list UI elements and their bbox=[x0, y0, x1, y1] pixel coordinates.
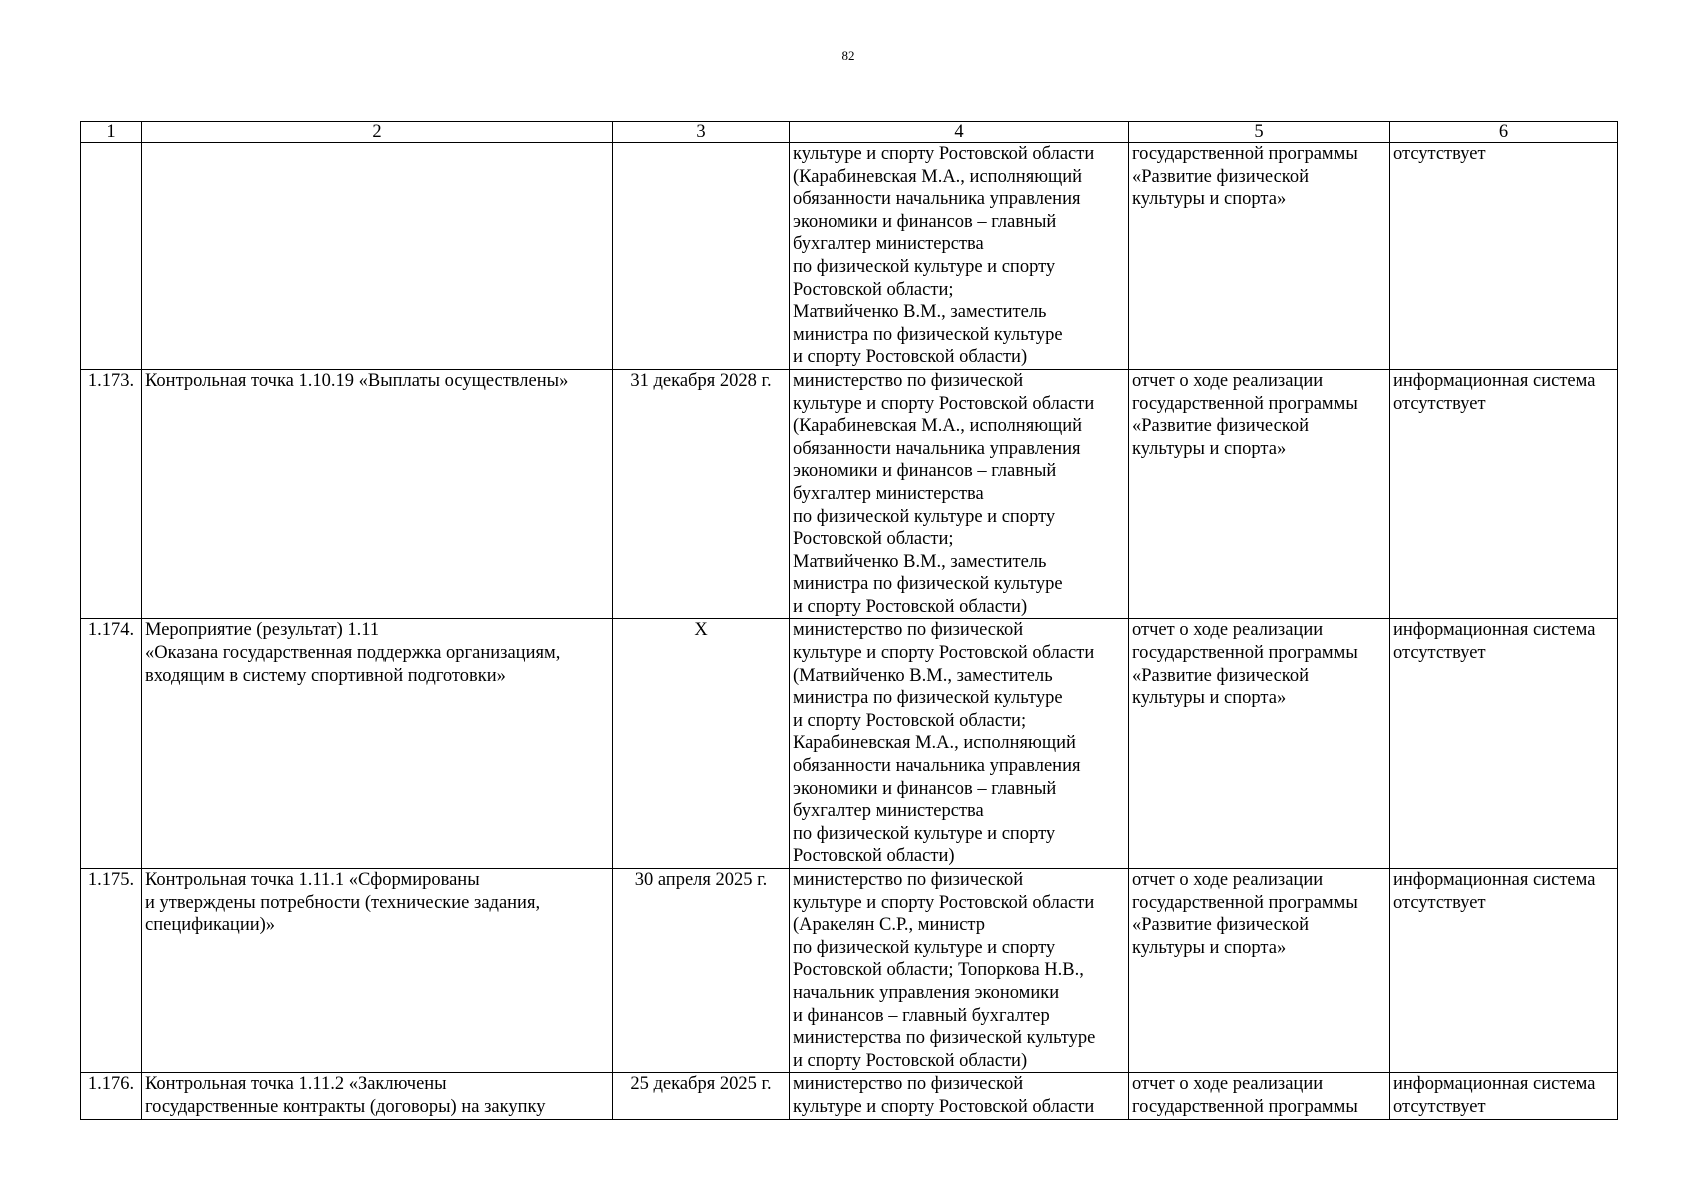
deadline-cell: 31 декабря 2028 г. bbox=[613, 369, 790, 619]
document-line: государственной программы bbox=[1132, 393, 1358, 414]
header-row bbox=[81, 122, 1618, 143]
responsible-line: министерство по физической bbox=[793, 870, 1024, 890]
responsible-line: по физической культуре и спорту bbox=[793, 937, 1056, 958]
event-name-line: государственные контракты (договоры) на закупку bbox=[145, 1096, 546, 1117]
document-line: культуры и спорта» bbox=[1132, 937, 1287, 958]
responsible-line: экономики и финансов – главный bbox=[793, 211, 1057, 232]
document-line: «Развитие физической bbox=[1132, 416, 1309, 437]
event-name-cell bbox=[142, 1073, 613, 1119]
document-cell bbox=[1129, 1073, 1390, 1119]
column-header: 6 bbox=[1390, 122, 1618, 143]
responsible-line: Матвийченко В.М., заместитель bbox=[793, 302, 1047, 323]
event-name-cell bbox=[142, 143, 613, 370]
info-system-line: информационная система bbox=[1393, 620, 1596, 641]
responsible-line: и спорту Ростовской области; bbox=[793, 710, 1027, 731]
document-line: отчет о ходе реализации bbox=[1132, 1074, 1324, 1095]
info-system-cell bbox=[1390, 619, 1618, 869]
row-number-cell: 1.173. bbox=[81, 369, 142, 619]
table-row bbox=[81, 1073, 1618, 1119]
responsible-line: (Карабиневская М.А., исполняющий bbox=[793, 166, 1083, 187]
responsible-line: бухгалтер министерства bbox=[793, 483, 984, 504]
responsible-line: культуре и спорту Ростовской области bbox=[793, 393, 1095, 414]
document-cell bbox=[1129, 619, 1390, 869]
event-name-cell bbox=[142, 369, 613, 619]
document-line: государственной программы bbox=[1132, 892, 1358, 913]
row-number-cell: 1.175. bbox=[81, 869, 142, 1073]
responsible-line: министерство по физической bbox=[793, 620, 1024, 641]
document-line: государственной программы bbox=[1132, 643, 1358, 664]
responsible-line: бухгалтер министерства bbox=[793, 234, 984, 255]
responsible-line: министра по физической культуре bbox=[793, 574, 1063, 595]
responsible-line: Карабиневская М.А., исполняющий bbox=[793, 733, 1076, 754]
info-system-line: отсутствует bbox=[1393, 1096, 1486, 1117]
document-line: «Развитие физической bbox=[1132, 166, 1309, 187]
document-line: государственной программы bbox=[1132, 144, 1358, 164]
responsible-line: Ростовской области; Топоркова Н.В., bbox=[793, 960, 1084, 981]
deadline-cell bbox=[613, 143, 790, 370]
document-cell bbox=[1129, 369, 1390, 619]
document-cell bbox=[1129, 869, 1390, 1073]
table-row bbox=[81, 143, 1618, 370]
info-system-line: отсутствует bbox=[1393, 892, 1486, 913]
responsible-line: Ростовской области; bbox=[793, 529, 954, 550]
responsible-cell bbox=[790, 869, 1129, 1073]
responsible-line: Ростовской области; bbox=[793, 279, 954, 300]
table-row bbox=[81, 619, 1618, 869]
event-name-line: «Оказана государственная поддержка организациям, bbox=[145, 643, 561, 664]
row-number-cell bbox=[81, 143, 142, 370]
responsible-line: и финансов – главный бухгалтер bbox=[793, 1005, 1050, 1026]
responsible-cell bbox=[790, 369, 1129, 619]
responsible-line: министерства по физической культуре bbox=[793, 1028, 1096, 1049]
responsible-line: и спорту Ростовской области) bbox=[793, 347, 1028, 368]
responsible-cell bbox=[790, 1073, 1129, 1119]
responsible-line: по физической культуре и спорту bbox=[793, 506, 1056, 527]
event-name-line: и утверждены потребности (технические задания, bbox=[145, 892, 541, 913]
document-line: государственной программы bbox=[1132, 1096, 1358, 1117]
info-system-cell bbox=[1390, 1073, 1618, 1119]
responsible-cell bbox=[790, 143, 1129, 370]
responsible-line: культуре и спорту Ростовской области bbox=[793, 144, 1095, 164]
event-name-line: спецификации)» bbox=[145, 915, 276, 936]
column-header: 1 bbox=[81, 122, 142, 143]
deadline-cell: 30 апреля 2025 г. bbox=[613, 869, 790, 1073]
responsible-line: и спорту Ростовской области) bbox=[793, 596, 1028, 617]
column-header: 2 bbox=[142, 122, 613, 143]
responsible-line: и спорту Ростовской области) bbox=[793, 1050, 1028, 1071]
info-system-line: информационная система bbox=[1393, 870, 1596, 890]
table-row bbox=[81, 869, 1618, 1073]
responsible-line: министерство по физической bbox=[793, 370, 1024, 391]
event-name-line: Контрольная точка 1.11.1 «Сформированы bbox=[145, 870, 480, 890]
info-system-cell bbox=[1390, 869, 1618, 1073]
document-line: культуры и спорта» bbox=[1132, 688, 1287, 709]
plan-table bbox=[80, 121, 1618, 1120]
responsible-line: Матвийченко В.М., заместитель bbox=[793, 551, 1047, 572]
info-system-cell bbox=[1390, 143, 1618, 370]
event-name-cell bbox=[142, 619, 613, 869]
responsible-line: обязанности начальника управления bbox=[793, 756, 1081, 777]
responsible-line: по физической культуре и спорту bbox=[793, 823, 1056, 844]
responsible-line: культуре и спорту Ростовской области bbox=[793, 643, 1095, 664]
responsible-cell bbox=[790, 619, 1129, 869]
document-line: отчет о ходе реализации bbox=[1132, 370, 1324, 391]
document-line: «Развитие физической bbox=[1132, 915, 1309, 936]
responsible-line: бухгалтер министерства bbox=[793, 801, 984, 822]
responsible-line: (Матвийченко В.М., заместитель bbox=[793, 665, 1053, 686]
responsible-line: экономики и финансов – главный bbox=[793, 461, 1057, 482]
responsible-line: культуре и спорту Ростовской области bbox=[793, 1096, 1095, 1117]
responsible-line: Ростовской области) bbox=[793, 846, 955, 867]
responsible-line: министра по физической культуре bbox=[793, 688, 1063, 709]
document-line: отчет о ходе реализации bbox=[1132, 620, 1324, 641]
info-system-line: отсутствует bbox=[1393, 144, 1486, 164]
table-row bbox=[81, 369, 1618, 619]
event-name-line: входящим в систему спортивной подготовки» bbox=[145, 665, 506, 686]
responsible-line: (Карабиневская М.А., исполняющий bbox=[793, 416, 1083, 437]
column-header: 3 bbox=[613, 122, 790, 143]
deadline-cell: 25 декабря 2025 г. bbox=[613, 1073, 790, 1119]
row-number-cell: 1.176. bbox=[81, 1073, 142, 1119]
page-number: 82 bbox=[841, 48, 855, 63]
responsible-line: министра по физической культуре bbox=[793, 324, 1063, 345]
event-name-line: Контрольная точка 1.11.2 «Заключены bbox=[145, 1074, 447, 1095]
document-cell bbox=[1129, 143, 1390, 370]
info-system-line: информационная система bbox=[1393, 1074, 1596, 1095]
column-header: 5 bbox=[1129, 122, 1390, 143]
event-name-cell bbox=[142, 869, 613, 1073]
info-system-line: отсутствует bbox=[1393, 393, 1486, 414]
document-line: «Развитие физической bbox=[1132, 665, 1309, 686]
deadline-cell: Х bbox=[613, 619, 790, 869]
document-line: культуры и спорта» bbox=[1132, 438, 1287, 459]
responsible-line: министерство по физической bbox=[793, 1074, 1024, 1095]
info-system-line: отсутствует bbox=[1393, 643, 1486, 664]
document-line: культуры и спорта» bbox=[1132, 189, 1287, 210]
event-name-line: Мероприятие (результат) 1.11 bbox=[145, 620, 380, 641]
responsible-line: экономики и финансов – главный bbox=[793, 778, 1057, 799]
info-system-line: информационная система bbox=[1393, 370, 1596, 391]
responsible-line: обязанности начальника управления bbox=[793, 189, 1081, 210]
responsible-line: культуре и спорту Ростовской области bbox=[793, 892, 1095, 913]
info-system-cell bbox=[1390, 369, 1618, 619]
responsible-line: по физической культуре и спорту bbox=[793, 256, 1056, 277]
column-header: 4 bbox=[790, 122, 1129, 143]
responsible-line: обязанности начальника управления bbox=[793, 438, 1081, 459]
row-number-cell: 1.174. bbox=[81, 619, 142, 869]
responsible-line: (Аракелян С.Р., министр bbox=[793, 915, 985, 936]
responsible-line: начальник управления экономики bbox=[793, 982, 1060, 1003]
document-line: отчет о ходе реализации bbox=[1132, 870, 1324, 890]
event-name-line: Контрольная точка 1.10.19 «Выплаты осуществлены» bbox=[145, 370, 569, 391]
